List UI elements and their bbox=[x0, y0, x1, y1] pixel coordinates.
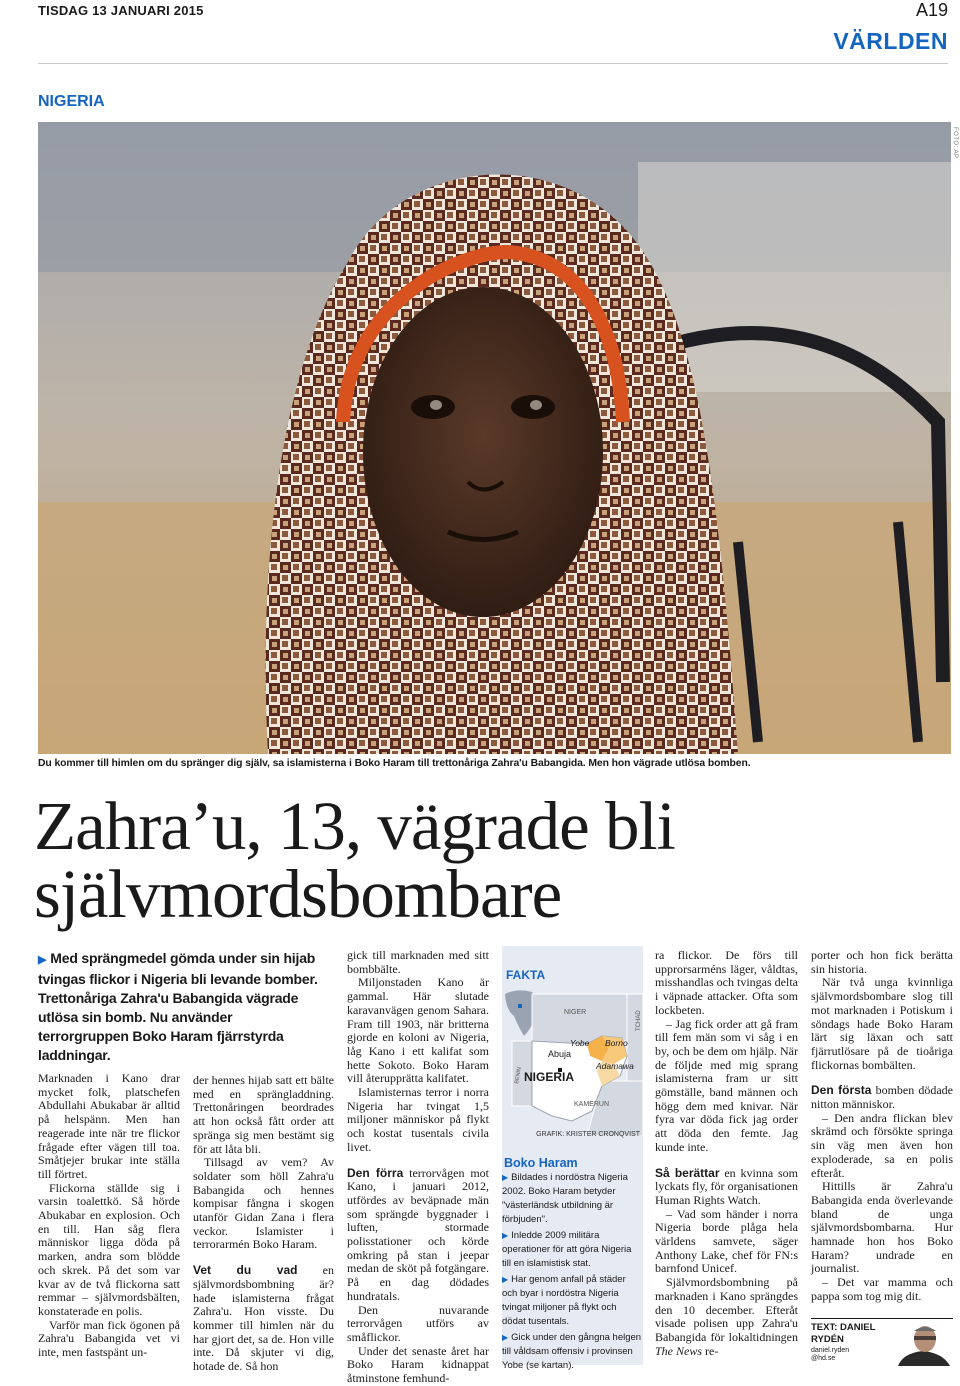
byline-email bbox=[811, 1347, 849, 1363]
map-credit: GRAFIK: KRISTER CRONQVIST bbox=[536, 1131, 640, 1138]
paragraph bbox=[347, 1167, 489, 1304]
photo-illustration bbox=[38, 122, 951, 754]
fact-box-heading: Boko Haram bbox=[504, 1156, 578, 1170]
fact-text: Inledde 2009 militära operationer för att göra Nigeria till en islamistisk stat. bbox=[502, 1230, 632, 1269]
paragraph: Varför man fick ögonen på Zahra'u Babangida vet vi inte, men fastspänt un- bbox=[38, 1317, 180, 1360]
body-column-3 bbox=[347, 949, 489, 1386]
lead-in: Den förra bbox=[347, 1165, 404, 1180]
paragraph-text: en kvinna som lyckats fly, för organisationen Human Rights Watch. bbox=[655, 1165, 798, 1207]
map-label-adamawa: Adamawa bbox=[596, 1061, 634, 1071]
header-divider bbox=[38, 63, 948, 64]
section-title: VÄRLDEN bbox=[833, 28, 948, 54]
fact-item bbox=[502, 1171, 642, 1227]
paragraph: Flickorna ställde sig i varsin toalettkö. Så hörde Abukabar en explosion. Och en till. Han såg flera människor ligga döda på marken, andra som blödde och skrek. På det som var kvar av de två flickorna satt remmar – självmordsbälten, konstaterade en polis. bbox=[38, 1180, 180, 1318]
paragraph-text: re- bbox=[702, 1343, 719, 1358]
map-label-benin: BENIN bbox=[514, 1066, 523, 1085]
paragraph: Marknaden i Kano drar mycket folk, platschefen Abdullahi Abukabar är alltid på helspänn. Men han reagerade inte när tre flickor frågade efter vägen till toa. Småtjejer brukar inte ställa till förtret. bbox=[38, 1071, 180, 1181]
headline-line-2: självmordsbombare bbox=[34, 856, 562, 932]
article-photo bbox=[38, 122, 951, 754]
email-part: daniel.ryden bbox=[811, 1347, 850, 1354]
paragraph bbox=[655, 1276, 798, 1358]
body-column-1 bbox=[38, 1072, 180, 1360]
headline bbox=[34, 788, 954, 932]
paragraph-text: en självmordsbombning är? hade islamisterna frågat Zahra'u. Hon visste. Du kommer till himlen när du har gjort det, sa de. Hon ville inte. Då skjuter vi dig, hotade de. Så hon bbox=[193, 1263, 334, 1374]
issue-date: TISDAG 13 JANUARI 2015 bbox=[38, 3, 204, 18]
paragraph: Den nuvarande terrorvågen utförs av småflickor. bbox=[347, 1302, 489, 1344]
byline-label-text: TEXT: DANIEL bbox=[811, 1322, 876, 1333]
map-label-abuja: Abuja bbox=[548, 1049, 572, 1059]
paragraph: – Den andra flickan blev skrämd och försökte springa sin väg men även hon exploderade, sa en polis efteråt. bbox=[811, 1110, 953, 1180]
fact-item bbox=[502, 1229, 642, 1271]
arrow-icon: ▶ bbox=[38, 954, 47, 966]
paragraph: porter och hon fick berätta sin historia. bbox=[811, 948, 953, 976]
body-column-6 bbox=[811, 949, 953, 1304]
arrow-icon: ▶ bbox=[502, 1333, 509, 1342]
author-portrait bbox=[893, 1321, 953, 1366]
map-label-tchad: TCHAD bbox=[636, 1010, 642, 1031]
byline bbox=[811, 1318, 953, 1366]
fact-item bbox=[502, 1273, 642, 1329]
fact-box-title: FAKTA bbox=[506, 968, 546, 982]
lead-in: Så berättar bbox=[655, 1165, 720, 1180]
paragraph: – Vad som händer i norra Nigeria borde plåga hela världens samvete, säger Anthony Lake, chef för FN:s barnfond Unicef. bbox=[655, 1206, 798, 1276]
paragraph: Hittills är Zahra'u Babangida enda överlevande bland de unga självmordsbombarna. Hur hamnade hon hos Boko Haram? undrade en journalist. bbox=[811, 1179, 953, 1276]
article-kicker: NIGERIA bbox=[38, 93, 105, 110]
fact-box bbox=[502, 946, 643, 1371]
page-number: A19 bbox=[915, 0, 948, 20]
fact-text: Bildades i nordöstra Nigeria 2002. Boko Haram betyder "västerländsk utbildning är förbjuden". bbox=[502, 1172, 628, 1225]
photo-credit: FOTO: AP bbox=[952, 127, 958, 159]
paragraph: Miljonstaden Kano är gammal. Här slutade karavanvägen genom Sahara. Fram till 1903, när britterna gjorde en koloni av Nigeria, låg Kano i ett kalifat som hette Sokoto. Boko Haram vill återupprätta kalifatet. bbox=[347, 975, 489, 1086]
email-part: @hd.se bbox=[811, 1355, 836, 1362]
byline-label bbox=[811, 1322, 875, 1346]
ingress-text: Med sprängmedel gömda under sin hijab tvingas flickor i Nigeria bli levande bomber. Trettonåriga Zahra'u Babangida vägrade utlösa sin bomb. Nu använder terrorgruppen Boko Haram fjärrstyrda laddningar. bbox=[38, 950, 318, 1063]
body-column-5 bbox=[655, 949, 798, 1358]
paragraph: När två unga kvinnliga självmordsbombare slog till mot marknaden i Potiskum i söndags hade Boko Haram lärt sig läxan och satt fjärrutlösare på de tioåriga flickornas bombälten. bbox=[811, 975, 953, 1072]
paragraph: Under det senaste året har Boko Haram kidnappat åtminstone femhund- bbox=[347, 1343, 489, 1386]
paragraph: Tillsagd av vem? Av soldater som höll Zahra'u Babangida och hennes kompisar fångna i skogen utanför Gidan Zana i flera veckor. Islamister i terrorarmén Boko Haram. bbox=[193, 1155, 334, 1252]
map-label-nigeria: NIGERIA bbox=[524, 1070, 575, 1084]
nigeria-map bbox=[502, 986, 643, 1136]
fact-text: Gick under den gångna helgen till våldsam offensiv i provinsen Yobe (se kartan). bbox=[502, 1332, 642, 1371]
map-label-yobe: Yobe bbox=[570, 1038, 590, 1048]
author-photo bbox=[893, 1321, 953, 1366]
article-ingress bbox=[38, 949, 323, 1065]
paragraph bbox=[811, 1084, 953, 1111]
body-column-2 bbox=[193, 1074, 334, 1374]
paragraph-text: Självmordsbombning på marknaden i Kano sprängdes den 10 december. Efteråt visade polisen upp Zahra'u Babangida för lokaltidningen bbox=[655, 1275, 798, 1344]
paragraph: der hennes hijab satt ett bälte med en sprängladdning. Trettonåringen beordrades att hon också fått order att spränga sig men bestämt sig för att låta bli. bbox=[193, 1073, 334, 1156]
arrow-icon: ▶ bbox=[502, 1231, 509, 1240]
fact-text: Har genom anfall på städer och byar i nordöstra Nigeria tvingat miljoner på flykt och dödat tusentals. bbox=[502, 1274, 626, 1327]
arrow-icon: ▶ bbox=[502, 1173, 509, 1182]
paragraph: gick till marknaden med sitt bombbälte. bbox=[347, 948, 489, 976]
paragraph: – Jag fick order att gå fram till fem män som vi såg i en by, och be dem om hjälp. När de följde med mig sprang islamisterna fram ur sitt gömställe, band männen och högg dem med knivar. När fyra var döda fick jag order att döda den femte. Jag kunde inte. bbox=[655, 1016, 798, 1154]
paragraph-text: bomben dödade nitton människor. bbox=[811, 1083, 954, 1112]
map-label-borno: Borno bbox=[605, 1038, 628, 1048]
map-label-niger: NIGER bbox=[564, 1009, 587, 1016]
paragraph-text: terrorvågen mot Kano, i januari 2012, utfördes av beväpnade män som sprängde byggnader i luften, stormade polisstationer och körde omkring på stan i jeepar medan de sköt på fotgängare. På en dag dödades hundratals. bbox=[347, 1165, 490, 1303]
newspaper-name: The News bbox=[655, 1343, 703, 1358]
map-label-kamerun: KAMERUN bbox=[574, 1101, 610, 1108]
arrow-icon: ▶ bbox=[502, 1275, 509, 1284]
paragraph: – Det var mamma och pappa som tog mig dit. bbox=[811, 1275, 953, 1303]
map-graphic bbox=[502, 986, 643, 1136]
paragraph: Islamisternas terror i norra Nigeria har tvingat 1,5 miljoner människor på flykt och kostat tusentals civila livet. bbox=[347, 1085, 489, 1154]
byline-name: RYDÉN bbox=[811, 1334, 844, 1345]
lead-in: Den första bbox=[811, 1083, 872, 1098]
paragraph: ra flickor. De förs till upprorsarméns läger, våldtas, misshandlas och tvingas delta i väpnade attacker. Ofta som lockbeten. bbox=[655, 948, 798, 1017]
paragraph bbox=[655, 1167, 798, 1208]
headline-line-1: Zahra’u, 13, vägrade bli bbox=[34, 788, 675, 864]
fact-item bbox=[502, 1331, 642, 1373]
photo-caption: Du kommer till himlen om du spränger dig själv, sa islamisterna i Boko Haram till trettonåriga Zahra'u Babangida. Men hon vägrade utlösa bomben. bbox=[38, 758, 751, 769]
lead-in: Vet du vad bbox=[193, 1263, 298, 1278]
fact-list bbox=[502, 1171, 642, 1375]
paragraph bbox=[193, 1264, 334, 1374]
